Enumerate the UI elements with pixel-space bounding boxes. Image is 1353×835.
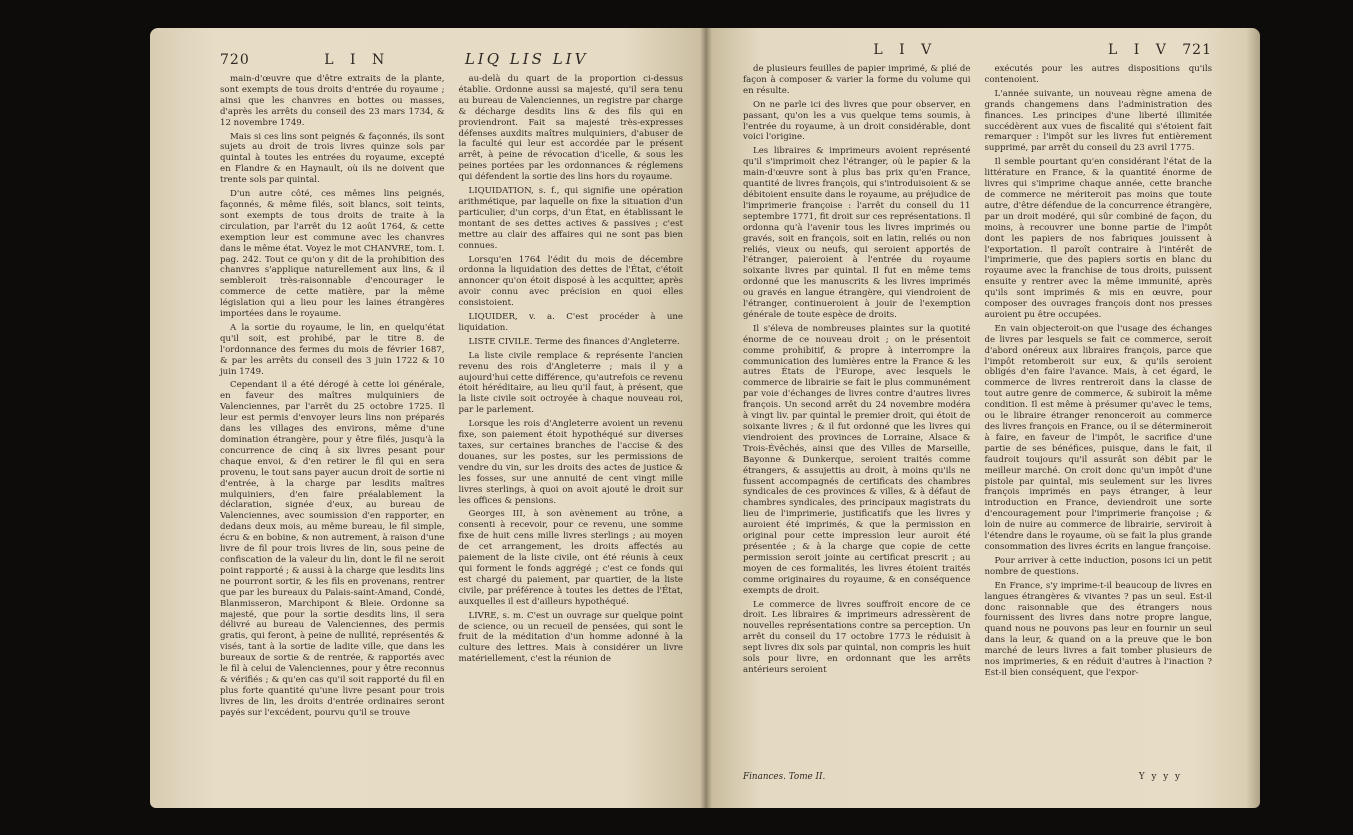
left-column-2 <box>459 74 684 808</box>
right-page-number: 721 <box>1182 42 1212 58</box>
left-running-head <box>220 50 683 68</box>
signature-mark: Y y y y <box>1138 772 1182 782</box>
paragraph: En vain objecteroit-on que l'usage des échanges de livres par lesquels se fait ce commerce, seroit d'abord onéreux aux libraires françois, parce que l'impôt retomberoit sur eux, & qu'ils seroient obligés d'en faire l'avance. Mais, à cet égard, le commerce de livres rentreroit dans la classe de tout autre genre de commerce, & subiroit la même condition. Il est même à présumer qu'avec le tems, ou le libraire étranger renonceroit au commerce des livres françois en France, ou il se détermineroit à faire, en faveur de l'impôt, le sacrifice d'une partie de ses bénéfices, puisque, dans le fait, il faudroit toujours qu'il assurât son débit par le meilleur marché. On croit donc qu'un impôt d'une pistole par quintal, mis seulement sur les livres françois imprimés en pays étranger, à leur introduction en France, deviendroit une sorte d'encouragement pour l'imprimerie françoise ; & loin de nuire au commerce de librairie, serviroit à l'étendre dans le royaume, où se fait la plus grande consommation des livres écrits en langue françoise. <box>984 323 1212 552</box>
paragraph: Les libraires & imprimeurs avoient représenté qu'il s'imprimoit chez l'étranger, où le papier & la main-d'œuvre sont à plus bas prix qu'en France, quantité de livres françois, qui s'introduisoient & se débitoient ensuite dans le royaume, au préjudice de l'imprimerie françoise : l'arrêt du conseil du 11 septembre 1771, fit droit sur ces représentations. Il ordonna qu'à l'avenir tous les livres imprimés ou gravés, soit en françois, soit en latin, reliés ou non reliés, vieux ou neufs, qui seroient apportés de l'étranger, paieroient à l'entrée du royaume soixante livres par quintal. Il fut en même tems ordonné que les manuscrits & les livres imprimés ou gravés en langue étrangère, qui viendroient de l'étranger, continueroient à jouir de l'exemption générale de toute espèce de droits. <box>743 146 971 320</box>
paragraph: Le commerce de livres souffroit encore de ce droit. Les libraires & imprimeurs adressèrent de nouvelles représentations contre sa perception. Un arrêt du conseil du 17 octobre 1773 le réduisit à sept livres dix sols par quintal, non compris les huit sols pour livre, en ordonnant que les arrêts antérieurs seroient <box>743 599 971 675</box>
paragraph: main-d'œuvre que d'être extraits de la plante, sont exempts de tous droits d'entrée du royaume ; ainsi que les chanvres en bottes ou masses, d'après les arrêts du conseil des 23 mars 1734, & 12 novembre 1749. <box>220 74 445 128</box>
paragraph: LIVRE, s. m. C'est un ouvrage sur quelque point de science, ou un recueil de pensées, qui sont le fruit de la méditation d'un homme adonné à la culture des lettres. Mais à considérer un livre matériellement, c'est la réunion de <box>458 610 683 665</box>
paragraph: Pour arriver à cette induction, posons ici un petit nombre de questions. <box>984 555 1212 577</box>
paragraph: On ne parle ici des livres que pour observer, en passant, qu'on les a vus quelque tems soumis, à l'entrée du royaume, à un droit considérable, dont voici l'origine. <box>743 99 971 143</box>
paragraph: La liste civile remplace & représente l'ancien revenu des rois d'Angleterre ; mais il y a aujourd'hui cette différence, qu'autrefois ce revenu étoit héréditaire, au lieu qu'il faut, à présent, que la liste civile soit octroyée à chaque nouveau roi, par le parlement. <box>458 350 683 416</box>
paragraph: Il s'éleva de nombreuses plaintes sur la quotité énorme de ce nouveau droit ; on le présentoit comme prohibitif, & propre à interrompre la communication des lumières entre la France & les autres États de l'Europe, avec lesquels le commerce de librairie se fait le plus communément par voie d'échanges de livres contre d'autres livres françois. Un second arrêt du 24 novembre modéra à vingt liv. par quintal le premier droit, qui étoit de soixante livres ; & il fut ordonné que les livres qui viendroient des provinces de Lorraine, Alsace & Trois-Évêchés, ainsi que des Villes de Marseille, Bayonne & Dunkerque, seroient traités comme étrangers, & assujettis au droit, à moins qu'ils ne fussent accompagnés de certificats des chambres syndicales de ces provinces & villes, & à défaut de chambres syndicales, des principaux magistrats du lieu de l'imprimerie, justificatifs que les livres y auroient été imprimés, & que la permission en original pour cette impression leur auroit été présentée ; & à la charge que copie de cette permission seroit jointe au certificat prescrit ; au moyen de ces formalités, les livres étoient traités comme originaires du royaume, & en conséquence exempts de droit. <box>743 323 971 596</box>
paragraph: Georges III, à son avènement au trône, a consenti à recevoir, pour ce revenu, une somme fixe de huit cens mille livres sterlings ; au moyen de cet arrangement, les droits affectés au paiement de la liste civile, ont été réunis à ceux qui forment le fonds aggrégé ; c'est ce fonds qui est chargé du paiement, par quartier, de la liste civile, par préférence à toutes les dettes de l'État, auxquelles il est d'ailleurs hypothéqué. <box>458 509 683 607</box>
paragraph: LISTE CIVILE. Terme des finances d'Angleterre. <box>468 336 680 347</box>
right-header-left: L I V <box>873 42 938 58</box>
right-header-center: L I V <box>1108 42 1172 58</box>
paragraph: LIQUIDATION, s. f., qui signifie une opération arithmétique, par laquelle on fixe la situation d'un particulier, d'un corps, d'un État, en établissant le montant de ses dettes actives & passives ; c'est mettre au clair des affaires qui ne sont pas bien connues. <box>458 186 683 251</box>
right-column-2 <box>985 64 1213 802</box>
footer-title: Finances. Tome II. <box>743 772 826 782</box>
book-spread <box>150 28 1260 808</box>
paragraph: D'un autre côté, ces mêmes lins peignés, façonnés, & même filés, soit blancs, soit teints, sont exempts de tous droits de traite à la circulation, par l'arrêt du 12 août 1764, & cette exemption leur est commune avec les chanvres dans le même état. Voyez le mot CHANVRE, tom. I. pag. 242. Tout ce qu'on y dit de la prohibition des chanvres s'applique naturellement aux lins, & il sembleroit très-raisonnable d'encourager le commerce de cette matière, par la même législation qui a lieu pour les laines étrangères importées dans le royaume. <box>220 189 445 320</box>
right-running-head <box>743 42 1212 58</box>
paragraph: Mais si ces lins sont peignés & façonnés, ils sont sujets au droit de trois livres quinze sols par quintal à toutes les entrées du royaume, excepté en Flandre & en Haynault, où ils ne doivent que trente sols par quintal. <box>220 131 445 186</box>
paragraph: L'année suivante, un nouveau règne amena de grands changemens dans l'administration des finances. Les principes d'une liberté illimitée succédèrent aux vues de fiscalité qui s'étoient fait remarquer : l'impôt sur les livres fut entièrement supprimé, par arrêt du conseil du 23 avril 1775. <box>984 88 1212 154</box>
left-header-left: L I N <box>324 52 391 68</box>
left-column-1 <box>220 74 445 808</box>
paragraph: Cependant il a été dérogé à cette loi générale, en faveur des maîtres mulquiniers de Valenciennes, par l'arrêt du 25 octobre 1725. Il leur est permis d'envoyer leurs lins non préparés dans les villages des environs, même d'une domination étrangère, pour y être filés, jusqu'à la concurrence de cinq à six livres pesant pour chaque envoi, & d'en retirer le fil qui en sera provenu, le tout sans payer aucun droit de sortie ni d'entrée, à la charge par lesdits maîtres mulquiniers, d'en faire préalablement la déclaration, signée d'eux, au bureau de Valenciennes, avec soumission d'en rapporter, en dedans deux mois, au même bureau, le fil simple, écru & en bobine, & non autrement, à raison d'une livre de fil pour trois livres de lin, sous peine de confiscation de la valeur du lin, dont le fil ne seroit point rapporté ; & aussi à la charge que lesdits lins ne pourront sortir, & les fils en provenans, rentrer que par les bureaux du Palais-saint-Amand, Condé, Blanmisseron, Marchipont & Bleie. Ordonne sa majesté, que pour la sortie desdits lins, il sera délivré au bureau de Valenciennes, des permis gratis, qui feront, à peine de nullité, représentés & visés, tant à la sortie de ladite ville, que dans les bureaux de sortie & de rentrée, & rapportés avec le fil à celui de Valenciennes, pour y être reconnus & vérifiés ; & qu'en cas qu'il soit rapporté du fil en plus forte quantité qu'une livre pesant pour trois livres de lin, les droits d'entrée ordinaires seront payés sur l'excédent, pourvu qu'il se trouve <box>220 380 445 718</box>
paragraph: Lorsque les rois d'Angleterre avoient un revenu fixe, son paiement étoit hypothéqué sur diverses taxes, sur certaines branches de l'accise & des douanes, sur les postes, sur les permissions de vendre du vin, sur les droits des actes de justice & les fosses, sur une annuité de cent vingt mille livres sterlings, à quoi on avoit ajouté le droit sur les offices & pensions. <box>458 419 683 506</box>
left-page-number: 720 <box>220 52 250 68</box>
page-footer <box>743 772 1212 782</box>
paragraph: A la sortie du royaume, le lin, en quelqu'état qu'il soit, est prohibé, par le titre 8. de l'ordonnance des fermes du mois de février 1687, & par les arrêts du conseil des 3 juin 1722 & 10 juin 1749. <box>220 322 445 377</box>
paragraph: Il semble pourtant qu'en considérant l'état de la littérature en France, & la quantité énorme de livres qui s'imprime chaque année, cette branche de commerce ne mériteroit pas moins que toute autre, d'être défendue de la concurrence étrangère, par un droit modéré, qui sûr combiné de façon, du moins, à recouvrer une bonne partie de l'impôt dont les papiers de nos fabriques jouissent à l'exportation. Il paroît contraire à l'intérêt de l'imprimerie, que des papiers sortis en blanc du royaume avec la franchise de tous droits, puissent ensuite y rentrer avec la même immunité, après qu'ils sont imprimés & mis en œuvre, pour composer des ouvrages françois dont nos presses auroient pu être occupées. <box>984 157 1212 320</box>
paragraph: exécutés pour les autres dispositions qu'ils contenoient. <box>984 64 1212 85</box>
paragraph: Lorsqu'en 1764 l'édit du mois de décembre ordonna la liquidation des dettes de l'État, c'étoit annoncer qu'on étoit disposé à les acquitter, après avoir connu avec précision en quoi elles consistoient. <box>458 254 683 309</box>
left-page <box>150 28 705 808</box>
paragraph: de plusieurs feuilles de papier imprimé, & plié de façon à composer & varier la forme du volume qui en résulte. <box>743 64 971 96</box>
left-header-center: LIQ LIS LIV <box>464 50 589 68</box>
paragraph: LIQUIDER, v. a. C'est procéder à une liquidation. <box>458 312 683 333</box>
right-page <box>705 28 1260 808</box>
paragraph: au-delà du quart de la proportion ci-dessus établie. Ordonne aussi sa majesté, qu'il sera tenu au bureau de Valenciennes, un registre par charge & décharge desdits lins & des fils qui en proviendront. Fait sa majesté très-expresses défenses auxdits maîtres mulquiniers, d'abuser de la faculté qui leur est accordée par le présent arrêt, à peine de révocation d'icelle, & sous les peines portées par les ordonnances & réglemens qui défendent la sortie des lins hors du royaume. <box>458 74 683 183</box>
right-column-1 <box>743 64 971 802</box>
paragraph: En France, s'y imprime-t-il beaucoup de livres en langues étrangères & vivantes ? pas un seul. Est-il donc raisonnable que des étrangers nous fournissent des livres dans notre propre langue, quand nous ne pouvons pas leur en fournir un seul dans la leur, & quand on a la preuve que le bon marché de leurs livres a fait tomber plusieurs de nos imprimeries, & en réduit d'autres à l'inaction ? Est-il bien conséquent, que l'expor- <box>984 580 1212 678</box>
